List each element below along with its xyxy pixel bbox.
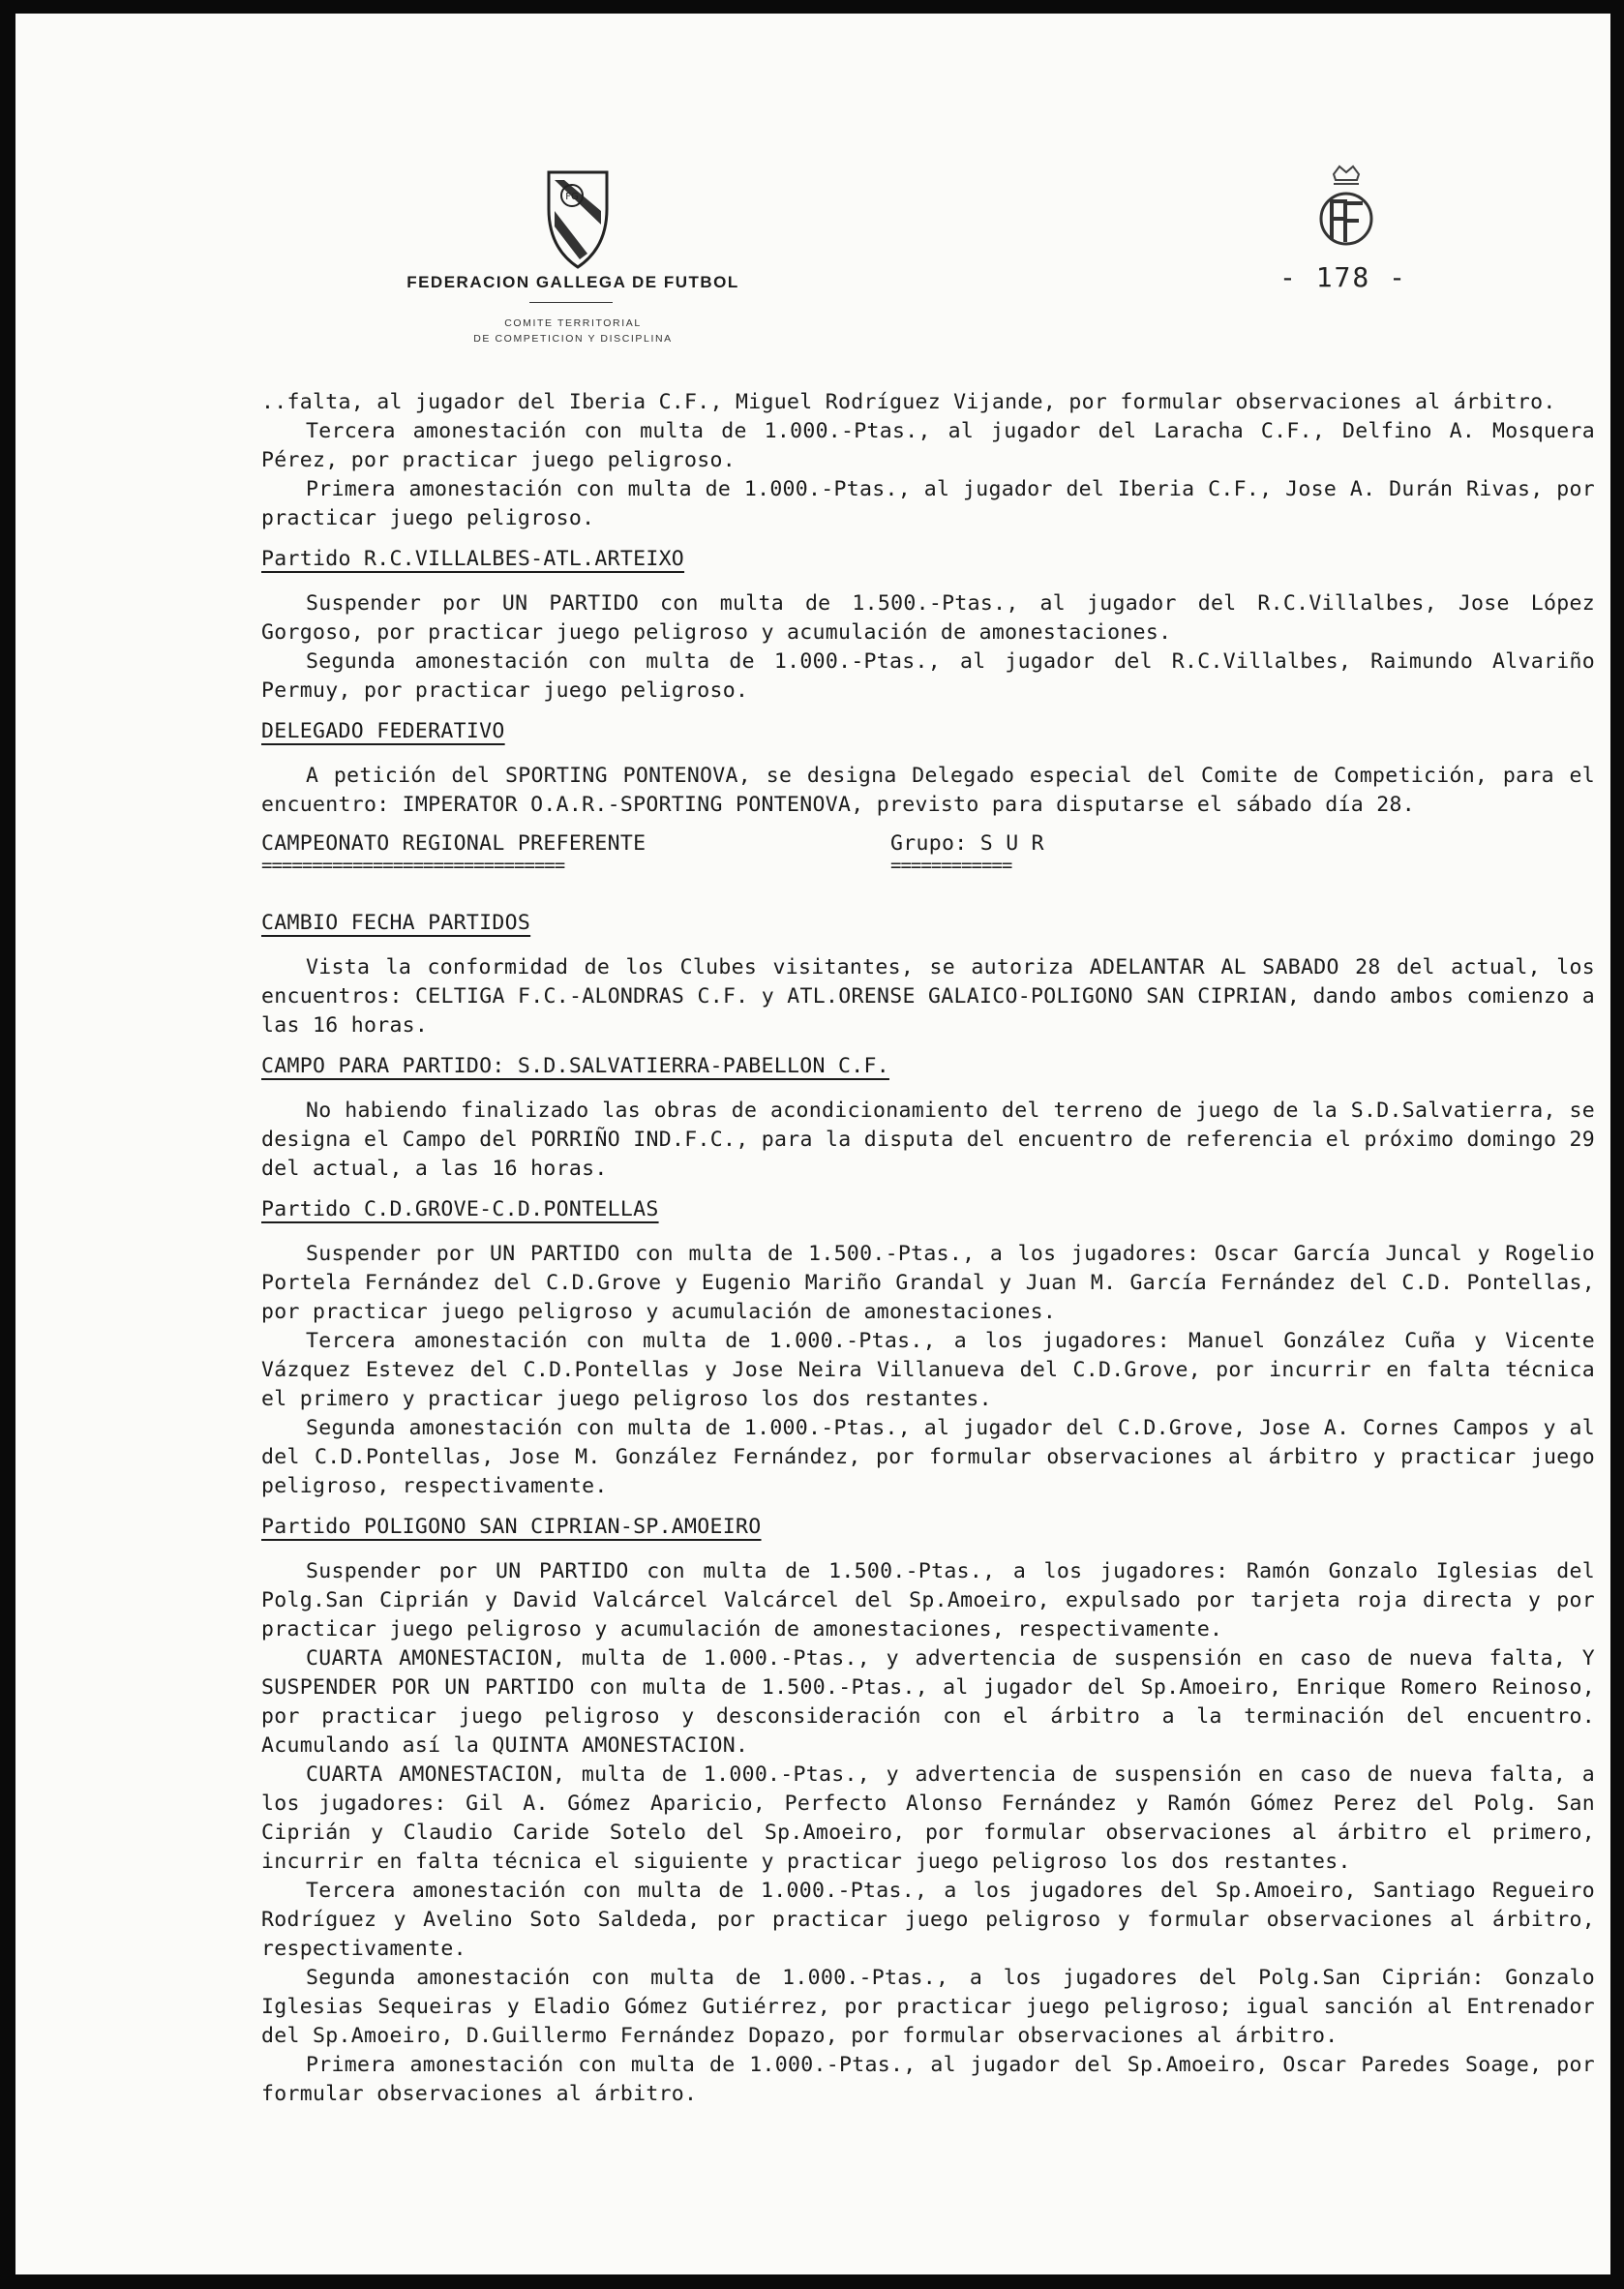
paragraph: Tercera amonestación con multa de 1.000.-Ptas., a los jugadores del Sp.Amoeiro, Santiago Regueiro Rodríguez y Avelino Soto Saldeda, por practicar juego peligroso y formular observaciones al árbitro, respectivamente. (261, 1879, 1595, 1961)
paragraph: Primera amonestación con multa de 1.000.-Ptas., al jugador del Iberia C.F., Jose A. Durán Rivas, por practicar juego peligroso. (261, 477, 1595, 530)
paragraph: Tercera amonestación con multa de 1.000.-Ptas., al jugador del Laracha C.F., Delfino A. Mosquera Pérez, por practicar juego peligroso. (261, 419, 1595, 472)
paragraph: Segunda amonestación con multa de 1.000.-Ptas., al jugador del C.D.Grove, Jose A. Cornes Campos y al del C.D.Pontellas, Jose M. González Fernández, por formular observaciones al árbitro y practicar juego peligroso, respectivamente. (261, 1416, 1595, 1498)
paragraph: No habiendo finalizado las obras de acondicionamiento del terreno de juego de la S.D.Salvatierra, se designa el Campo del PORRIÑO IND.F.C., para la disputa del encuentro de referencia el próximo domingo 29 del actual, a las 16 horas. (261, 1099, 1595, 1181)
document-body (261, 388, 1595, 2109)
paragraph: Suspender por UN PARTIDO con multa de 1.500.-Ptas., a los jugadores: Oscar García Juncal y Rogelio Portela Fernández del C.D.Grove y Eugenio Mariño Grandal y Juan M. García Fernández del C.D. Pontellas, por practicar juego peligroso y acumulación de amonestaciones. (261, 1242, 1595, 1324)
divider (529, 302, 613, 303)
paragraph: Segunda amonestación con multa de 1.000.-Ptas., al jugador del R.C.Villalbes, Raimundo Alvariño Permuy, por practicar juego peligroso. (261, 649, 1595, 703)
paragraph: Segunda amonestación con multa de 1.000.-Ptas., a los jugadores del Polg.San Ciprián: Gonzalo Iglesias Sequeiras y Eladio Gómez Gutiérrez, por practicar juego peligroso; igual sanción al Entrenador del Sp.Amoeiro, D.Guillermo Fernández Dopazo, por formular observaciones al árbitro. (261, 1966, 1595, 2048)
double-rule: ============================== (261, 858, 565, 876)
section-heading: Partido POLIGONO SAN CIPRIAN-SP.AMOEIRO (261, 1515, 762, 1539)
championship-header (261, 829, 1595, 876)
section-heading: Partido C.D.GROVE-C.D.PONTELLAS (261, 1197, 659, 1221)
paragraph: Tercera amonestación con multa de 1.000.-Ptas., a los jugadores: Manuel González Cuña y Vicente Vázquez Estevez del C.D.Pontellas y Jose Neira Villanueva del C.D.Grove, por incurrir en falta técnica el primero y practicar juego peligroso los dos restantes. (261, 1329, 1595, 1411)
championship-title: CAMPEONATO REGIONAL PREFERENTE (261, 831, 647, 856)
page-number: - 178 - (1278, 261, 1407, 293)
group-label: Grupo: S U R (890, 831, 1044, 856)
subtitle-line-1: COMITE TERRITORIAL (504, 317, 642, 329)
double-rule: ============ (890, 858, 1012, 876)
paragraph: Suspender por UN PARTIDO con multa de 1.500.-Ptas., a los jugadores: Ramón Gonzalo Iglesias del Polg.San Ciprián y David Valcárcel Valcárcel del Sp.Amoeiro, expulsado por tarjeta roja directa y por practicar juego peligroso y acumulación de amonestaciones, respectivamente. (261, 1559, 1595, 1641)
section-heading: Partido R.C.VILLALBES-ATL.ARTEIXO (261, 547, 685, 571)
paragraph: A petición del SPORTING PONTENOVA, se designa Delegado especial del Comite de Competición, para el encuentro: IMPERATOR O.A.R.-SPORTING PONTENOVA, previsto para disputarse el sábado día 28. (261, 764, 1595, 817)
fgf-shield-icon (543, 166, 613, 273)
paragraph: CUARTA AMONESTACION, multa de 1.000.-Ptas., y advertencia de suspensión en caso de nueva falta, a los jugadores: Gil A. Gómez Aparicio, Perfecto Alonso Fernández y Ramón Gómez Perez del Polg. San Ciprián y Claudio Caride Sotelo del Sp.Amoeiro, por formular observaciones al árbitro el primero, incurrir en falta técnica el siguiente y practicar juego peligroso los dos restantes. (261, 1762, 1595, 1874)
paragraph: ..falta, al jugador del Iberia C.F., Miguel Rodríguez Vijande, por formular observaciones al árbitro. (261, 390, 1556, 414)
paragraph: CUARTA AMONESTACION, multa de 1.000.-Ptas., y advertencia de suspensión en caso de nueva falta, Y SUSPENDER POR UN PARTIDO con multa de 1.500.-Ptas., al jugador del Sp.Amoeiro, Enrique Romero Reinoso, por practicar juego peligroso y desconsideración con el árbitro a la terminación del encuentro. Acumulando así la QUINTA AMONESTACION. (261, 1646, 1595, 1758)
svg-text:FG: FG (565, 192, 579, 202)
section-heading: DELEGADO FEDERATIVO (261, 719, 505, 743)
document-page (15, 14, 1610, 2274)
subtitle-line-2: DE COMPETICION Y DISCIPLINA (473, 333, 673, 345)
paragraph: Vista la conformidad de los Clubes visitantes, se autoriza ADELANTAR AL SABADO 28 del actual, los encuentros: CELTIGA F.C.-ALONDRAS C.F. y ATL.ORENSE GALAICO-POLIGONO SAN CIPRIAN, dando ambos comienzo a las 16 horas. (261, 955, 1595, 1038)
section-heading: CAMPO PARA PARTIDO: S.D.SALVATIERRA-PABELLON C.F. (261, 1054, 889, 1078)
paragraph: Suspender por UN PARTIDO con multa de 1.500.-Ptas., al jugador del R.C.Villalbes, Jose López Gorgoso, por practicar juego peligroso y acumulación de amonestaciones. (261, 591, 1595, 645)
rfef-crown-emblem-icon (1312, 165, 1380, 259)
paragraph: Primera amonestación con multa de 1.000.-Ptas., al jugador del Sp.Amoeiro, Oscar Paredes Soage, por formular observaciones al árbitro. (261, 2053, 1595, 2106)
organization-subtitle (399, 316, 747, 346)
organization-title: FEDERACION GALLEGA DE FUTBOL (406, 273, 739, 291)
section-heading: CAMBIO FECHA PARTIDOS (261, 911, 531, 935)
